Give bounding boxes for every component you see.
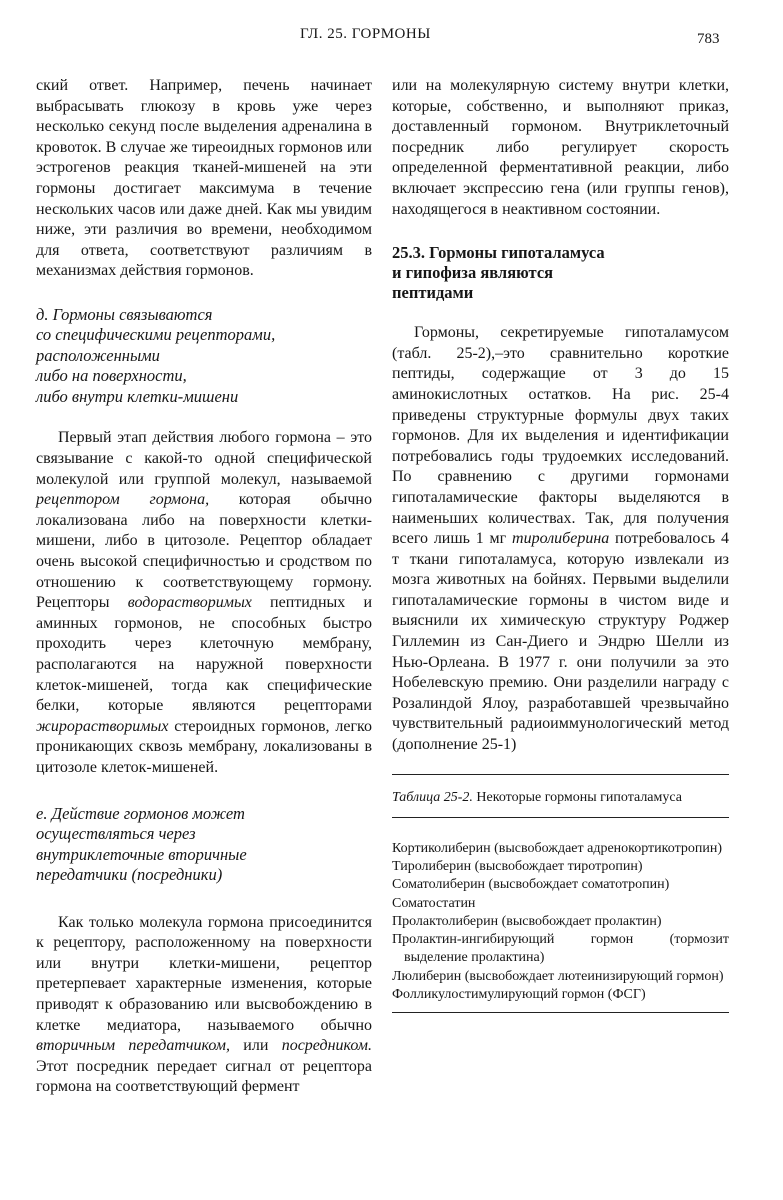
right-column <box>392 76 729 1013</box>
section-heading-d <box>36 305 372 408</box>
table-row: Соматостатин <box>392 895 476 911</box>
table-row: Пролактин-ингибирующий гормон (тормозит выделение пролактина) <box>392 932 729 966</box>
term-thyroliberin: тиролиберина <box>512 530 610 548</box>
table-row: Фолликулостимулирующий гормон (ФСГ) <box>392 987 646 1002</box>
section-heading-line: со специфическими рецепторами, <box>36 325 276 345</box>
section-heading-line: либо на поверхности, <box>36 366 187 386</box>
running-head <box>0 26 783 50</box>
paragraph-hypothalamic-hormones: Гормоны, секретируемые гипоталамусом (табл. 25-2),–это сравнительно короткие пептиды, содержащие от 3 до 15 аминокислотных остатков. На рис. 25-4 приведены структурные формулы двух таких гормонов. Для их выделения и идентификации потребовались годы трудоемких исследований. По сравнению с другими гормонами гипоталамические факторы выделяются в наименьших количествах. Так, для получения всего лишь 1 мг тиролиберина потребовалось 4 т ткани гипоталамуса, которую извлекали из мозга животных на бойнях. Первыми выделили гипоталамические гормоны в чистом виде и выяснили их химическую структуру Роджер Гиллемин из Сан-Диего и Эндрю Шелли из Нью-Орлеана. В 1977 г. они получили за это Нобелевскую премию. Они разделили награду с Розалиндой Ялоу, разработавшей чрезвычайно чувствительный радиоиммунологический метод (дополнение 25-1) <box>392 324 729 754</box>
section-heading-line: либо внутри клетки-мишени <box>36 386 239 406</box>
term-fat-soluble: жирорастворимых <box>36 717 169 735</box>
section-heading-line: и гипофиза являются <box>392 263 554 283</box>
chapter-title: ГЛ. 25. ГОРМОНЫ <box>300 26 431 42</box>
paragraph-continued: ский ответ. Например, печень начинает выбрасывать глюкозу в кровь уже через несколько секунд после выделения адреналина в кровоток. В случае же тиреоидных гормонов или эстрогенов реакция тканей-мишеней на эти гормоны достигает максимума в течение нескольких часов или даже дней. Как мы увидим ниже, эти различия во времени, необходимом для ответа, соответствуют различиям в механизмах действия гормонов. <box>36 77 372 280</box>
section-heading-line: внутриклеточные вторичные <box>36 844 247 864</box>
table-top-rule <box>392 774 729 775</box>
page-number: 783 <box>697 31 720 47</box>
table-caption: Таблица 25-2. Некоторые гормоны гипоталамуса <box>392 789 682 805</box>
paragraph-second-messengers: Как только молекула гормона присоединится к рецептору, расположенному на поверхности или внутри клетки-мишени, рецептор претерпевает характерные изменения, которые приводят к образованию или высвобождению в клетке медиатора, называемого обычно вторичным передатчиком, или посредником. Этот посредник передает сигнал от рецептора гормона на соответствующий фермент <box>36 913 372 1096</box>
term-second-messenger: вторичным передатчиком, <box>36 1037 230 1055</box>
section-heading-e <box>36 804 372 886</box>
table-bottom-rule <box>392 1012 729 1013</box>
hormone-table <box>392 840 729 1005</box>
section-heading-line: пептидами <box>392 283 474 303</box>
section-heading-line: передатчики (посредники) <box>36 865 223 885</box>
table-row: Соматолиберин (высвобождает соматотропин) <box>392 877 670 893</box>
left-column <box>36 76 372 1098</box>
table-row: Люлиберин (высвобождает лютеинизирующий гормон) <box>392 968 724 984</box>
section-heading-line: осуществляться через <box>36 824 196 844</box>
table-row: Пролактолиберин (высвобождает пролактин) <box>392 913 662 929</box>
table-row: Тиролиберин (высвобождает тиротропин) <box>392 858 643 874</box>
section-heading-25-3 <box>392 243 729 303</box>
paragraph-receptors: Первый этап действия любого гормона – это связывание с какой-то одной специфической молекулой или группой молекул, называемой рецептором гормона, которая обычно локализована либо на поверхности клетки-мишени, либо в цитозоле. Рецептор обладает очень высокой специфичностью и сродством по отношению к соответствующему гормону. Рецепторы водорастворимых пептидных и аминных гормонов, не способных быстро проходить через клеточную мембрану, располагаются на наружной поверхности клеток-мишеней, тогда как специфические белки, которые являются рецепторами жирорастворимых стероидных гормонов, легко проникающих сквозь мембрану, локализованы в цитозоле клеток-мишеней. <box>36 429 373 776</box>
section-heading-line: д. Гормоны связываются <box>36 304 213 324</box>
term-mediator: посредником. <box>281 1037 372 1055</box>
section-heading-line: е. Действие гормонов может <box>36 803 245 823</box>
paragraph-continued-right: или на молекулярную систему внутри клетки, которые, собственно, и выполняют приказ, доставленный гормоном. Внутриклеточный посредник либо регулирует скорость определенной ферментативной реакции, либо включает экспрессию гена (или группы генов), находящегося в неактивном состоянии. <box>392 77 729 218</box>
table-header-rule <box>392 817 729 818</box>
table-row: Кортиколиберин (высвобождает адренокортикотропин) <box>392 840 723 856</box>
term-water-soluble: водорастворимых <box>127 594 252 612</box>
table-caption-label: Таблица 25-2. <box>392 789 473 805</box>
term-hormone-receptor: рецептором гормона, <box>36 491 210 509</box>
section-heading-line: 25.3. Гормоны гипоталамуса <box>392 243 605 263</box>
section-heading-line: расположенными <box>36 345 160 365</box>
